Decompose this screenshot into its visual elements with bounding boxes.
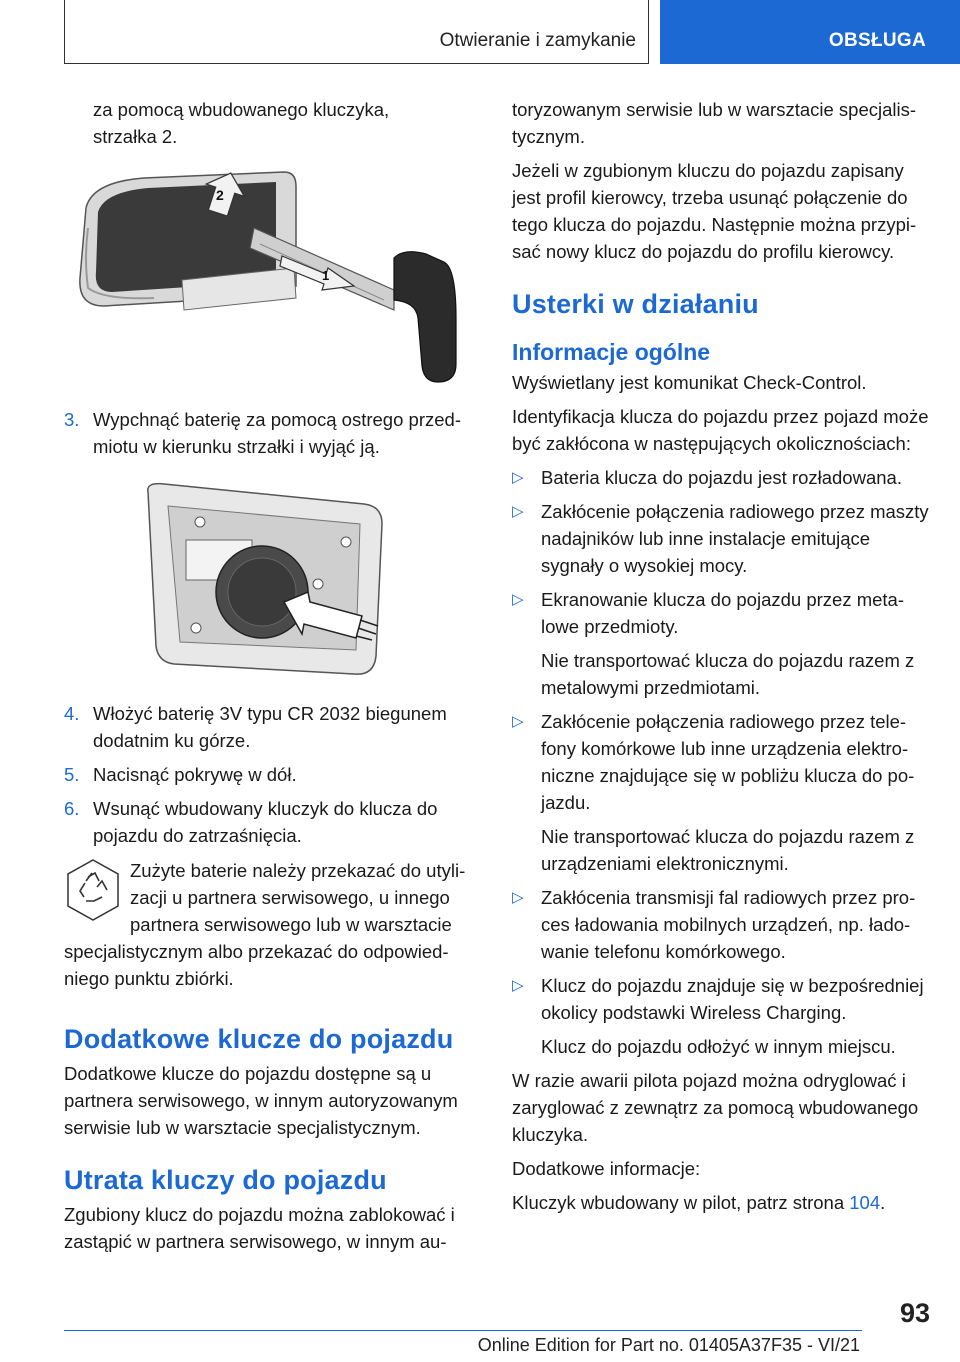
step-5 — [64, 761, 476, 788]
bullet-item — [512, 884, 932, 965]
intro-line-1: za pomocą wbudowanego kluczyka, — [93, 99, 390, 120]
step-3-number: 3. — [64, 409, 80, 430]
chapter-title: OBSŁUGA — [828, 30, 926, 51]
left-column — [64, 96, 476, 1262]
step-6-number: 6. — [64, 798, 80, 819]
bullet-item — [512, 586, 932, 640]
arrow-label-1: 1 — [322, 268, 330, 283]
battery-illustration — [64, 480, 476, 686]
bullet-item — [512, 464, 932, 491]
heading-general-info: Informacje ogólne — [512, 339, 711, 365]
heading-additional-keys: Dodatkowe klucze do pojazdu — [64, 1024, 454, 1054]
bullet-note: Nie transportować klucza do pojazdu razem z metalowymi przedmiotami. — [541, 650, 915, 698]
chapter-tab[interactable] — [660, 0, 960, 64]
triangle-right-icon: ▷ — [512, 713, 524, 730]
bullet-text: Zakłócenia transmisji fal radiowych przez proces ładowania mobilnych urządzeń, np. ładowanie telefonu komórkowego. — [541, 887, 916, 962]
key-loss-continued: toryzowanym serwisie lub w warsztacie specjalistycznym. — [512, 99, 917, 147]
triangle-right-icon: ▷ — [512, 503, 524, 520]
recycle-text: Zużyte baterie należy przekazać do utylizacji u partnera serwisowego, u innego partnera serwisowego lub w warsztacie specjalistycznym albo przekazać do odpowiedniego punktu zbiórki. — [64, 860, 466, 989]
header-divider-right — [648, 0, 649, 64]
step-3 — [64, 406, 476, 460]
step-4-text: Włożyć baterię 3V typu CR 2032 biegunem dodatnim ku górze. — [93, 703, 447, 751]
bullet-item — [512, 972, 932, 1026]
bullet-text: Klucz do pojazdu znajduje się w bezpośredniej okolicy podstawki Wireless Charging. — [541, 975, 924, 1023]
edition-info: Online Edition for Part no. 01405A37F35 - VI/21 — [477, 1335, 860, 1355]
driver-profile-text: Jeżeli w zgubionym kluczu do pojazdu zapisany jest profil kierowcy, trzeba usunąć połączenie do tego klucza do pojazdu. Następnie można przypisać nowy klucz do pojazdu do profilu kierowcy. — [512, 160, 917, 262]
section-title: Otwieranie i zamykanie — [439, 30, 636, 51]
figure-key-blade — [64, 168, 476, 390]
triangle-right-icon: ▷ — [512, 469, 524, 486]
key-reference — [512, 1189, 932, 1216]
bullet-note: Klucz do pojazdu odłożyć w innym miejscu. — [541, 1036, 896, 1057]
intro-line-2: strzałka 2. — [93, 126, 178, 147]
step-3-text: Wypchnąć baterię za pomocą ostrego przedmiotu w kierunku strzałki i wyjąć ją. — [93, 409, 461, 457]
step-6-text: Wsunąć wbudowany kluczyk do klucza do pojazdu do zatrzaśnięcia. — [93, 798, 438, 846]
check-control-text: Wyświetlany jest komunikat Check-Control. — [512, 372, 867, 393]
key-loss-text: Zgubiony klucz do pojazdu można zablokować i zastąpić w partnera serwisowego, w innym au- — [64, 1204, 455, 1252]
identification-text: Identyfikacja klucza do pojazdu przez pojazd może być zakłócona w następujących okolicznościach: — [512, 406, 929, 454]
bullet-item — [512, 708, 932, 816]
bullet-item — [512, 498, 932, 579]
key-blade-illustration — [64, 168, 476, 390]
triangle-right-icon: ▷ — [512, 977, 524, 994]
bullet-text: Ekranowanie klucza do pojazdu przez metalowe przedmioty. — [541, 589, 905, 637]
right-column — [512, 96, 932, 1223]
intro-text — [64, 96, 476, 150]
bullet-text: Zakłócenie połączenia radiowego przez maszty nadajników lub inne instalacje emitujące sygnały o wysokiej mocy. — [541, 501, 929, 576]
page-number: 93 — [899, 1298, 930, 1328]
additional-keys-text: Dodatkowe klucze do pojazdu dostępne są u partnera serwisowego, w innym autoryzowanym serwisie lub w warsztacie specjalistycznym. — [64, 1063, 458, 1138]
step-4-number: 4. — [64, 703, 80, 724]
key-reference-text: Kluczyk wbudowany w pilot, patrz strona — [512, 1192, 850, 1213]
bullet-note: Nie transportować klucza do pojazdu razem z urządzeniami elektronicznymi. — [541, 826, 915, 874]
recycle-icon — [64, 857, 126, 927]
step-4 — [64, 700, 476, 754]
triangle-right-icon: ▷ — [512, 889, 524, 906]
step-5-number: 5. — [64, 764, 80, 785]
heading-key-loss: Utrata kluczy do pojazdu — [64, 1165, 387, 1195]
recycle-note — [64, 857, 476, 992]
step-5-text: Nacisnąć pokrywę w dół. — [93, 764, 297, 785]
footer-divider — [64, 1330, 862, 1331]
more-info-label: Dodatkowe informacje: — [512, 1158, 701, 1179]
triangle-right-icon: ▷ — [512, 591, 524, 608]
figure-battery — [64, 480, 476, 686]
bullet-text: Bateria klucza do pojazdu jest rozładowana. — [541, 467, 902, 488]
key-reference-end: . — [880, 1192, 886, 1213]
heading-malfunction: Usterki w działaniu — [512, 289, 759, 319]
arrow-label-2: 2 — [216, 187, 224, 203]
header-underline — [64, 63, 649, 64]
step-6 — [64, 795, 476, 849]
page-link-104[interactable]: 104 — [849, 1192, 881, 1213]
emergency-text: W razie awarii pilota pojazd można odryglować i zaryglować z zewnątrz za pomocą wbudowanego kluczyka. — [512, 1070, 919, 1145]
bullet-text: Zakłócenie połączenia radiowego przez telefony komórkowe lub inne urządzenia elektroniczne znajdujące się w pobliżu klucza do pojazdu. — [541, 711, 915, 813]
